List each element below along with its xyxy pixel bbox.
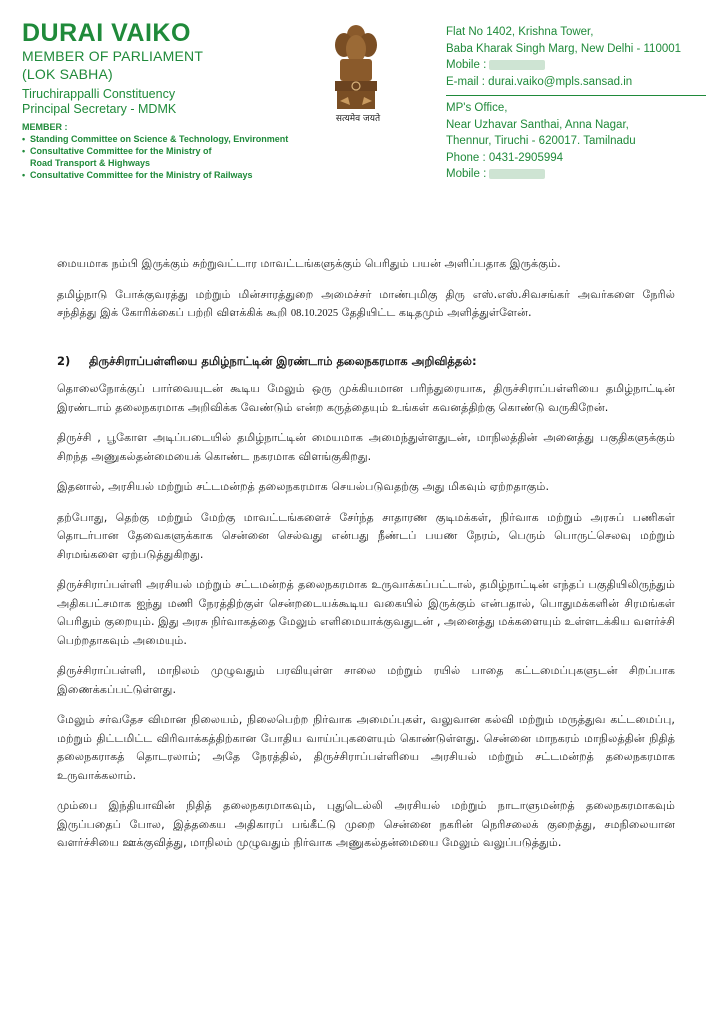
delhi-address-line1: Flat No 1402, Krishna Tower, [446,26,594,38]
delhi-address-line2: Baba Kharak Singh Marg, New Delhi - 110001 [446,42,682,55]
redacted-number [489,60,545,70]
trichy-address-line2: Near Uzhavar Santhai, Anna Nagar, [446,118,629,131]
trichy-phone: Phone : 0431-2905994 [446,151,564,164]
letter-date: 08.10.2025 [290,308,339,319]
membership-item-cont: Road Transport & Highways [30,158,151,168]
letterhead-right [446,24,716,183]
paragraph: தமிழ்நாடு போக்குவரத்து மற்றும் மின்சாரத்துறை அமைச்சர் மாண்புமிகு திரு எஸ்.எஸ்.சிவசங்கர் அவர்களை நேரில் சந்தித்து இக் கோரிக்கைப் பற்றி விளக்கிக் கூறி 08.10.2025 தேதியிட்ட கடிதமும் அளித்துள்ளேன். [57,287,675,319]
trichy-address-line3: Thennur, Tiruchi - 620017. Tamilnadu [446,135,636,147]
redacted-number [489,169,545,179]
mp-title: MEMBER OF PARLIAMENT [22,48,204,64]
membership-item: • Consultative Committee for the Ministry of [22,146,212,156]
paragraph: மேலும் சர்வதேச விமான நிலையம், நிலைபெற்ற நிர்வாக அமைப்புகள், வலுவான கல்வி மற்றும் மருத்துவ கட்டமைப்பு, மற்றும் திட்டமிட்ட விரிவாக்கத்திற்கான போதிய வாய்ப்புகளையும் கொண்டுள்ளது. சென்னை மாநகரம் மாநிலத்தின் நிதித் தலைநகராகத் தொடரலாம்; அதே நேரத்தில், திருச்சிராப்பள்ளியை அரசியல் மற்றும் சட்டமன்றத் தலைநகரமாக உருவாக்கலாம். [57,713,675,782]
paragraph: இதனால், அரசியல் மற்றும் சட்டமன்றத் தலைநகரமாக செயல்படுவதற்கு அது மிகவும் ஏற்றதாகும். [57,480,550,493]
paragraph: தொலைநோக்குப் பார்வையுடன் கூடிய மேலும் ஒரு முக்கியமான பரிந்துரையாக, திருச்சிராப்பள்ளியை தமிழ்நாட்டின் இரண்டாம் தலைநகரமாக அறிவிக்க வேண்டும் என்ற கருத்தையும் உங்கள் கவனத்திற்கு கொண்டு வருகிறேன். [57,382,675,414]
trichy-address-line1: MP's Office, [446,102,508,114]
emblem-motto: सत्यमेव जयते [335,114,381,124]
mp-name: DURAI VAIKO [22,19,191,47]
paragraph: தற்போது, தெற்கு மற்றும் மேற்கு மாவட்டங்களைச் சேர்ந்த சாதாரண குடிமக்கள், நிர்வாக மற்றும் அரசுப் பணிகள் தொடர்பான தேவைகளுக்காக சென்னை செல்வது என்பது நீண்டப் பயண நேரம், பெரும் பொருட்செலவு மற்றும் சிரமங்களை ஏற்படுத்துகிறது. [57,510,675,561]
member-heading: MEMBER : [22,122,68,132]
letter-body [57,255,675,865]
paragraph: மும்பை இந்தியாவின் நிதித் தலைநகரமாகவும், புதுடெல்லி அரசியல் மற்றும் நாடாளுமன்றத் தலைநகரமாகவும் இருப்பதைப் போல, இத்தகைய அதிகாரப் பங்கீட்டு முறை சென்னை நகரின் நெரிசலைக் குறைத்து, சமநிலையான வளர்ச்சியை ஊக்குவித்து, மாநிலம் முழுவதும் நிர்வாக அணுகல்தன்மையை மேலும் வலுப்படுத்தும். [57,799,675,849]
membership-item: • Consultative Committee for the Ministry of Railways [22,170,253,180]
paragraph: திருச்சிராப்பள்ளி, மாநிலம் முழுவதும் பரவியுள்ள சாலை மற்றும் ரயில் பாதை கட்டமைப்புகளுடன் சிறப்பாக இணைக்கப்பட்டுள்ளது. [57,664,675,696]
state-emblem-icon [328,14,384,124]
constituency: Tiruchirappalli Constituency [22,87,176,101]
email[interactable]: E-mail : durai.vaiko@mpls.sansad.in [446,75,633,88]
address-divider [446,95,706,96]
delhi-mobile: Mobile : [446,57,716,74]
house-label: (LOK SABHA) [22,66,113,82]
paragraph: திருச்சி , பூகோள அடிப்படையில் தமிழ்நாட்டின் மையமாக அமைந்துள்ளதுடன், மாநிலத்தின் அனைத்து பகுதிகளுக்கும் சிறந்த அணுகல்தன்மையைக் கொண்ட நகரமாக விளங்குகிறது. [57,431,675,463]
trichy-mobile: Mobile : [446,166,716,183]
paragraph: திருச்சிராப்பள்ளி அரசியல் மற்றும் சட்டமன்றத் தலைநகரமாக உருவாக்கப்பட்டால், தமிழ்நாட்டின் எந்தப் பகுதியிலிருந்தும் அதிகபட்சமாக ஐந்து மணி நேரத்திற்குள் சென்றடையக்கூடிய வகையில் இருக்கும் என்பதால், பொதுமக்களின் சிரமங்கள் பெரிதும் குறையும். இது அரசு நிர்வாகத்தை மேலும் எளிமையாக்குவதுடன் , அனைத்து மக்களையும் உள்ளடக்கிய வளர்ச்சி பெற்றதாகவும் அமையும். [57,578,675,647]
paragraph: மையமாக நம்பி இருக்கும் சுற்றுவட்டார மாவட்டங்களுக்கும் பெரிதும் பயன் அளிப்பதாக இருக்கும். [57,257,561,270]
party-role: Principal Secretary - MDMK [22,102,177,116]
section-heading: 2) திருச்சிராப்பள்ளியை தமிழ்நாட்டின் இரண்டாம் தலைநகரமாக அறிவித்தல்: [57,353,477,368]
membership-item: • Standing Committee on Science & Technology, Environment [22,134,289,144]
letterhead-left [22,20,322,181]
